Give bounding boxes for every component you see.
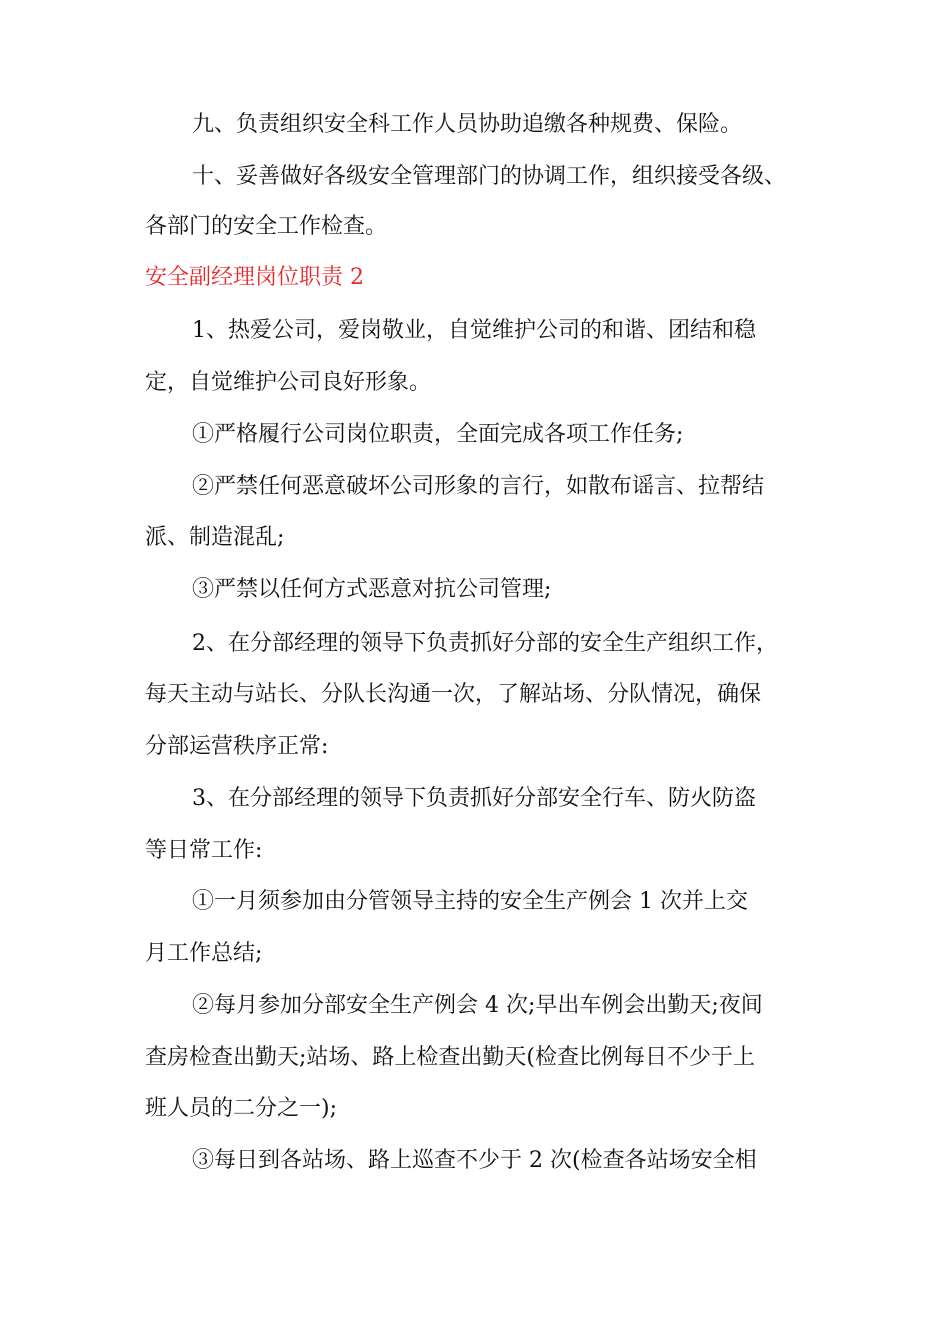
paragraph-item-9: 九、负责组织安全科工作人员协助追缴各种规费、保险。 <box>192 112 743 137</box>
sub-item-3c: ③每日到各站场、路上巡查不少于 2 次(检查各站场安全相 <box>192 1148 757 1173</box>
sub-item-1b-cont: 派、制造混乱; <box>145 525 285 550</box>
sub-item-3b-cont-1: 查房检查出勤天;站场、路上检查出勤天(检查比例每日不少于上 <box>145 1045 755 1070</box>
paragraph-2-cont-2: 分部运营秩序正常: <box>145 734 329 759</box>
sub-item-1c: ③严禁以任何方式恶意对抗公司管理; <box>192 577 552 602</box>
paragraph-item-10-cont: 各部门的安全工作检查。 <box>145 214 388 239</box>
paragraph-1: 1、热爱公司，爱岗敬业，自觉维护公司的和谐、团结和稳 <box>192 318 756 343</box>
paragraph-3-cont: 等日常工作: <box>145 838 263 863</box>
sub-item-3b: ②每月参加分部安全生产例会 4 次;早出车例会出勤天;夜间 <box>192 993 763 1018</box>
sub-item-1b: ②严禁任何恶意破坏公司形象的言行，如散布谣言、拉帮结 <box>192 474 765 499</box>
paragraph-3: 3、在分部经理的领导下负责抓好分部安全行车、防火防盗 <box>192 786 756 811</box>
paragraph-2: 2、在分部经理的领导下负责抓好分部的安全生产组织工作， <box>192 631 778 656</box>
sub-item-1a: ①严格履行公司岗位职责，全面完成各项工作任务; <box>192 422 684 447</box>
paragraph-item-10: 十、妥善做好各级安全管理部门的协调工作，组织接受各级、 <box>192 164 787 189</box>
section-heading: 安全副经理岗位职责 2 <box>145 265 364 290</box>
sub-item-3a-cont: 月工作总结; <box>145 941 263 966</box>
paragraph-1-cont: 定，自觉维护公司良好形象。 <box>145 370 432 395</box>
sub-item-3b-cont-2: 班人员的二分之一); <box>145 1096 337 1121</box>
sub-item-3a: ①一月须参加由分管领导主持的安全生产例会 1 次并上交 <box>192 889 748 914</box>
paragraph-2-cont-1: 每天主动与站长、分队长沟通一次，了解站场、分队情况，确保 <box>145 682 762 707</box>
